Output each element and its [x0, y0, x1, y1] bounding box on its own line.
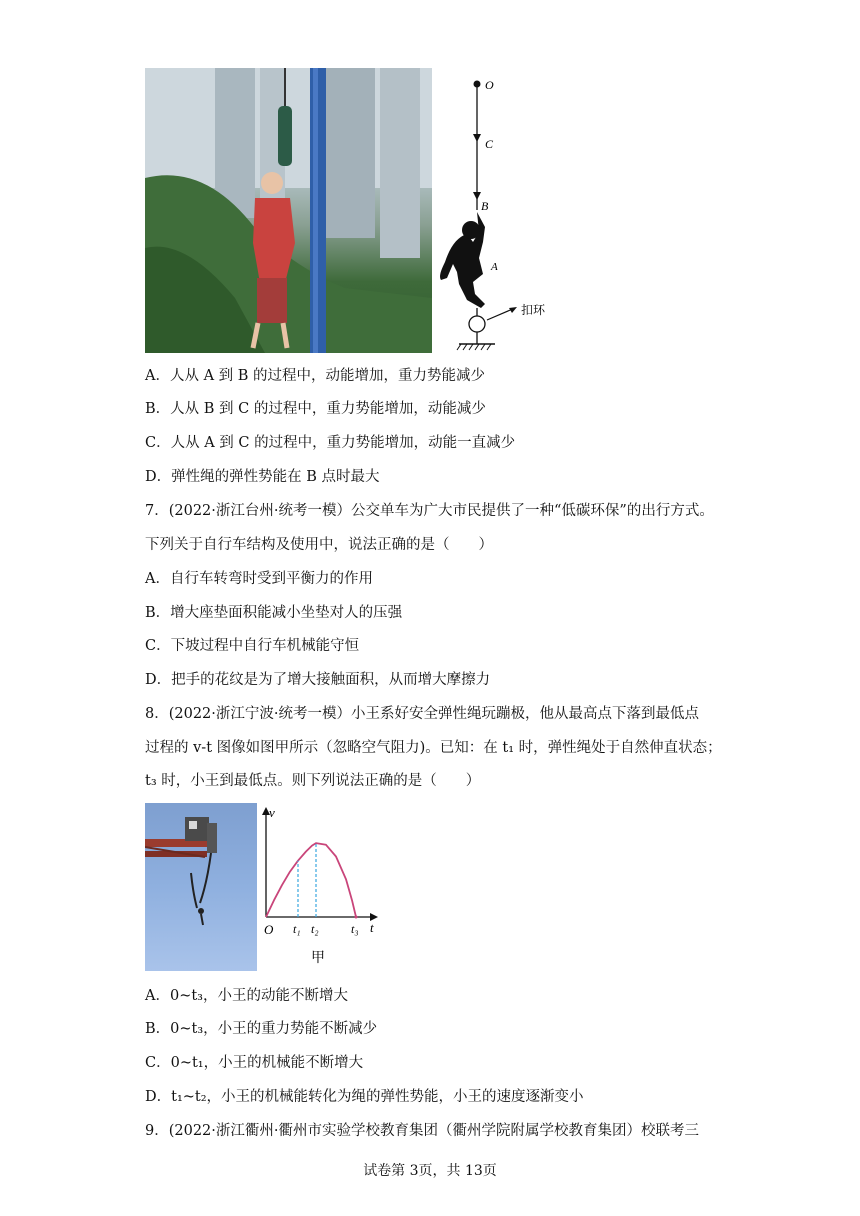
q9-stem-line1: 9．(2022·浙江衢州·衢州市实验学校教育集团（衢州学院附属学校教育集团）校联考三 — [145, 1123, 699, 1139]
q8-option-b: B．0~t₃，小王的重力势能不断减少 — [145, 1021, 378, 1037]
q7-stem-line2: 下列关于自行车结构及使用中，说法正确的是（ ） — [145, 537, 493, 553]
q6-option-d: D．弹性绳的弹性势能在 B 点时最大 — [145, 469, 380, 485]
label-o: O — [485, 78, 494, 92]
bungee-swing-photo-art — [145, 68, 432, 353]
velocity-curve — [266, 843, 356, 917]
q8-stem-line2: 过程的 v-t 图像如图甲所示（忽略空气阻力)。已知：在 t₁ 时，弹性绳处于自然伸直状态； — [145, 740, 722, 756]
x-axis-label: t — [370, 920, 374, 935]
q7-option-b: B．增大座垫面积能减小坐垫对人的压强 — [145, 605, 403, 621]
y-axis-label: v — [269, 805, 275, 820]
vt-axes — [262, 807, 378, 921]
q8-option-c: C．0~t₁，小王的机械能不断增大 — [145, 1055, 364, 1071]
label-b: B — [481, 199, 489, 213]
q6-option-a: A．人从 A 到 B 的过程中，动能增加，重力势能减少 — [145, 368, 486, 384]
ring-circle — [469, 316, 485, 332]
q8-stem-line3: t₃ 时，小王到最低点。则下列说法正确的是（ ） — [145, 773, 481, 789]
arrow-1 — [473, 134, 481, 142]
q6-option-c: C．人从 A 到 C 的过程中，重力势能增加，动能一直减少 — [145, 435, 516, 451]
figure-caption: 甲 — [311, 950, 325, 966]
tick-label-t3: t₃ — [351, 922, 359, 936]
q8-option-d: D．t₁~t₂，小王的机械能转化为绳的弹性势能，小王的速度逐渐变小 — [145, 1089, 584, 1105]
q7-option-d: D．把手的花纹是为了增大接触面积，从而增大摩擦力 — [145, 672, 491, 688]
arrow-2 — [473, 192, 481, 200]
bungee-swing-photo — [145, 68, 432, 353]
q6-option-b: B．人从 B 到 C 的过程中，重力势能增加，动能减少 — [145, 401, 486, 417]
origin-label: O — [264, 922, 274, 937]
q7-option-c: C．下坡过程中自行车机械能守恒 — [145, 638, 360, 654]
q8-option-a: A．0~t₃，小王的动能不断增大 — [145, 988, 348, 1004]
bungee-crane-photo-art — [145, 803, 257, 971]
label-ring: 扣环 — [521, 303, 546, 317]
q8-stem-line1: 8．(2022·浙江宁波·统考一模）小王系好安全弹性绳玩蹦极，他从最高点下落到最低点 — [145, 706, 699, 722]
label-a: A — [491, 261, 498, 273]
tick-label-t1: t₁ — [293, 922, 301, 936]
curve-end-point — [355, 916, 358, 919]
tick-label-t2: t₂ — [311, 922, 319, 936]
q7-option-a: A．自行车转弯时受到平衡力的作用 — [145, 571, 373, 587]
bungee-crane-photo — [145, 803, 257, 971]
vt-graph — [254, 803, 386, 973]
q7-stem-line1: 7．(2022·浙江台州·统考一模）公交单车为广大市民提供了一种“低碳环保”的出行方式。 — [145, 503, 714, 519]
bungee-schematic-diagram — [435, 72, 585, 357]
page-footer: 试卷第 3页，共 13页 — [363, 1163, 497, 1179]
label-c: C — [485, 137, 494, 151]
